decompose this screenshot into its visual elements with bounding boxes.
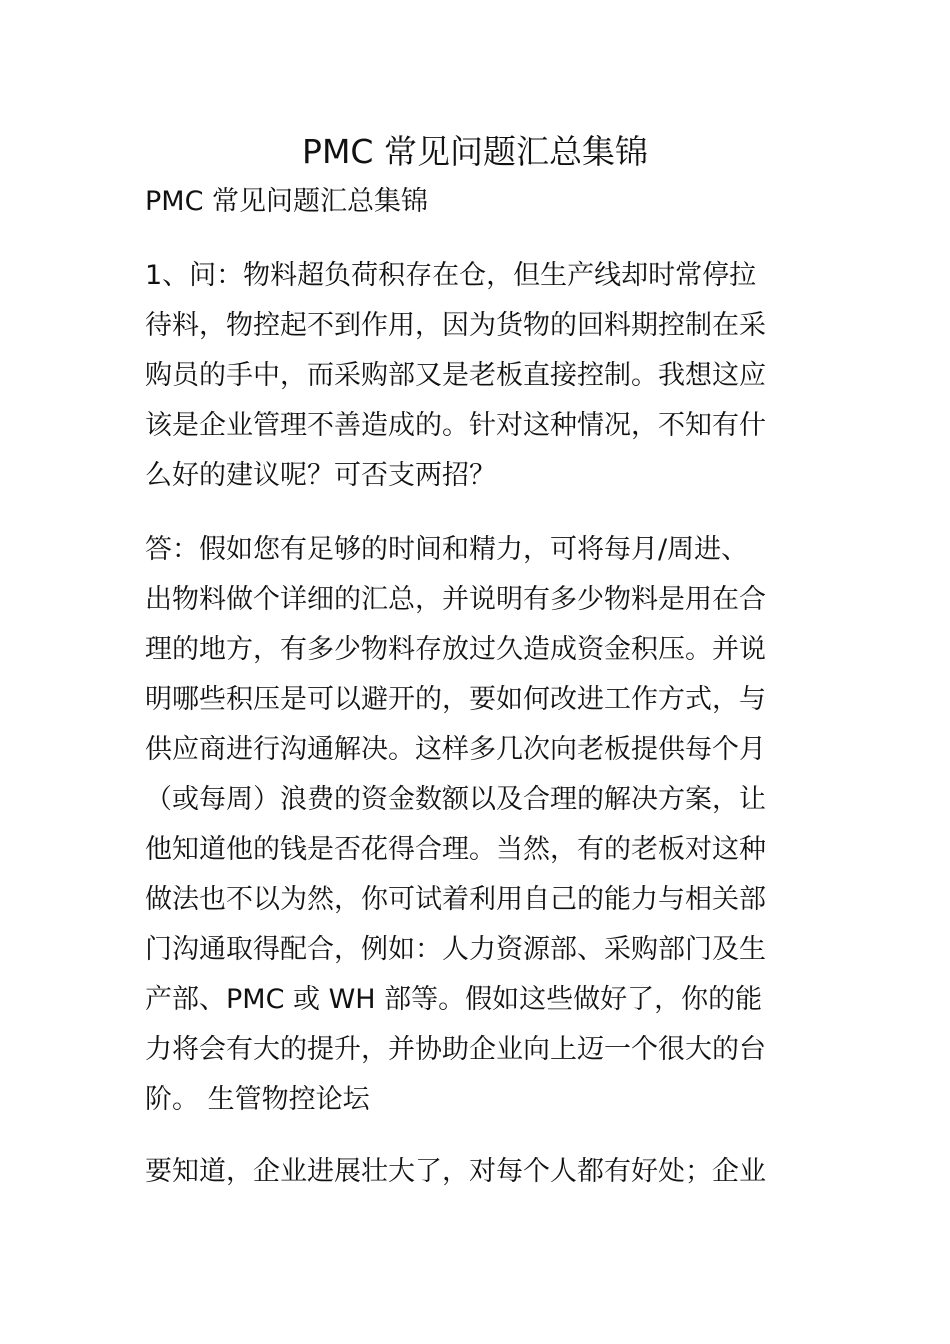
text-line: 1、问：物料超负荷积存在仓，但生产线却时常停拉 xyxy=(145,260,757,291)
text-line: 门沟通取得配合，例如：人力资源部、采购部门及生 xyxy=(145,934,766,965)
text-line: 做法也不以为然，你可试着利用自己的能力与相关部 xyxy=(145,884,766,915)
text-line: 出物料做个详细的汇总，并说明有多少物料是用在合 xyxy=(145,584,766,615)
text-line: 么好的建议呢？可否支两招？ xyxy=(145,460,496,491)
text-line: 阶。 生管物控论坛 xyxy=(145,1084,370,1115)
question-paragraph xyxy=(145,251,810,501)
text-line: 明哪些积压是可以避开的，要如何改进工作方式，与 xyxy=(145,684,766,715)
text-line: 力将会有大的提升，并协助企业向上迈一个很大的台 xyxy=(145,1034,766,1065)
text-line: 待料，物控起不到作用，因为货物的回料期控制在采 xyxy=(145,310,766,341)
text-line: 答：假如您有足够的时间和精力，可将每月/周进、 xyxy=(145,534,749,565)
closing-paragraph xyxy=(145,1147,810,1197)
text-line: 产部、PMC 或 WH 部等。假如这些做好了，你的能 xyxy=(145,984,763,1015)
text-line: 购员的手中，而采购部又是老板直接控制。我想这应 xyxy=(145,360,766,391)
text-line: 理的地方，有多少物料存放过久造成资金积压。并说 xyxy=(145,634,766,665)
text-line: （或每周）浪费的资金数额以及合理的解决方案，让 xyxy=(145,784,766,815)
document-subtitle: PMC 常见问题汇总集锦 xyxy=(145,186,429,217)
document-title: PMC 常见问题汇总集锦 xyxy=(302,132,648,171)
text-line: 要知道，企业进展壮大了，对每个人都有好处；企业 xyxy=(145,1156,766,1187)
text-line: 供应商进行沟通解决。这样多几次向老板提供每个月 xyxy=(145,734,766,765)
text-line: 该是企业管理不善造成的。针对这种情况，不知有什 xyxy=(145,410,766,441)
answer-paragraph xyxy=(145,525,810,1125)
text-line: 他知道他的钱是否花得合理。当然，有的老板对这种 xyxy=(145,834,766,865)
